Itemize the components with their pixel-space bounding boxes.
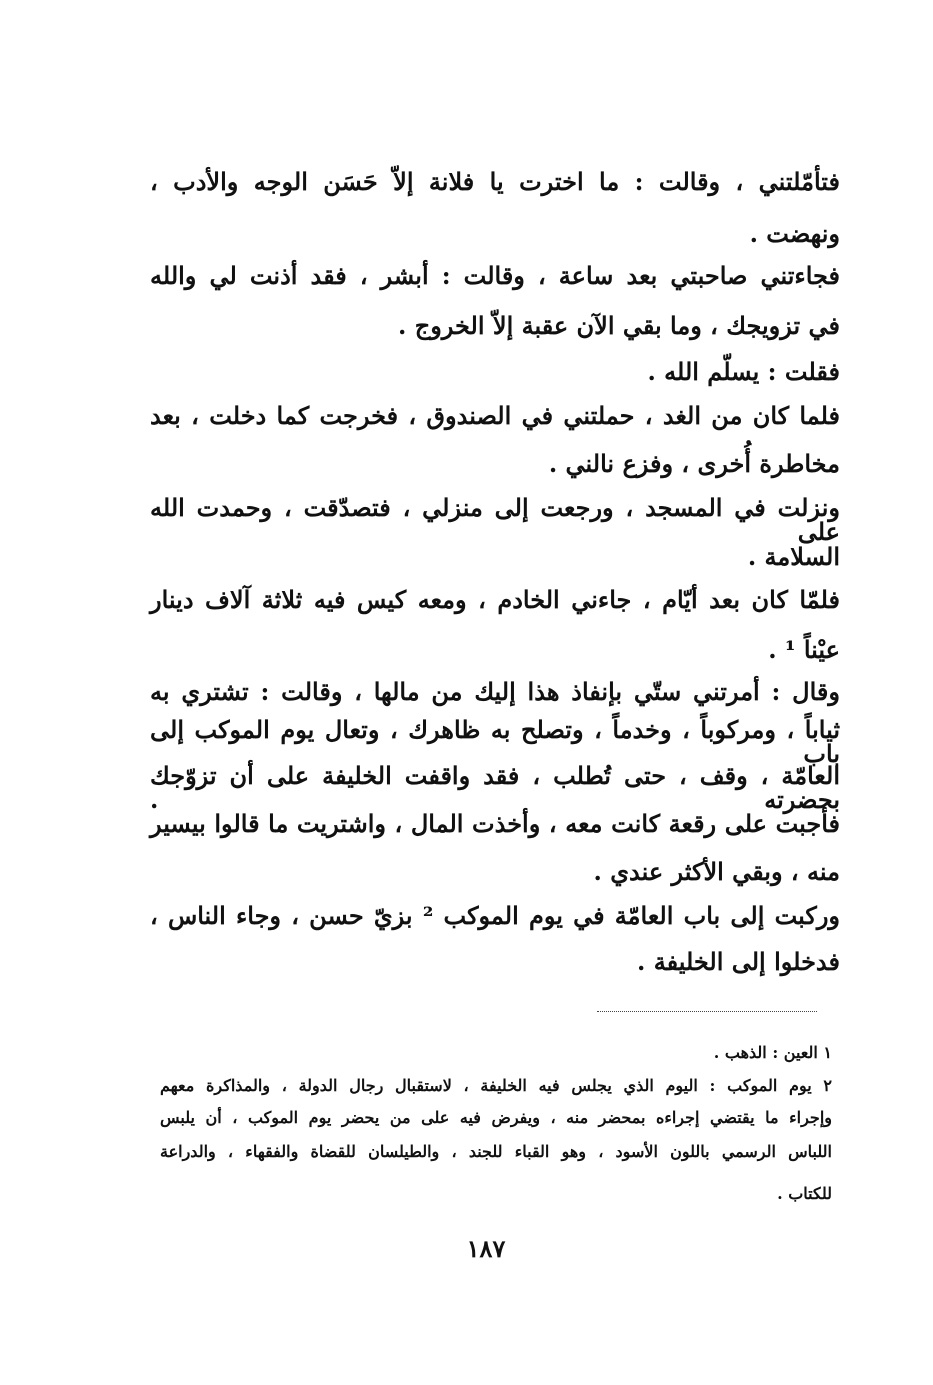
footnote-line: للكتاب .: [777, 1184, 832, 1203]
text-line: العامّة ، وقف ، حتى تُطلب ، فقد واقفت الخليفة على أن تزوّجك بحضرته .: [150, 761, 840, 814]
text-line: فقلت : يسلّم الله .: [647, 357, 840, 386]
text-line: السلامة .: [747, 542, 840, 571]
text-line: مخاطرة أُخرى ، وفزع نالني .: [548, 449, 840, 478]
text-line: منه ، وبقي الأكثر عندي .: [593, 857, 840, 886]
text-line: وقال : أمرتني ستّي بإنفاذ هذا إليك من مالها ، وقالت : تشتري به: [150, 677, 840, 706]
footnote-line: ١ العين : الذهب .: [713, 1043, 832, 1062]
text-line: فأجبت على رقعة كانت معه ، وأخذت المال ، واشتريت ما قالوا بيسير: [150, 809, 840, 838]
footnote-line: ٢ يوم الموكب : اليوم الذي يجلس فيه الخليفة ، لاستقبال رجال الدولة ، والمذاكرة معهم: [160, 1076, 832, 1095]
text-line: فجاءتني صاحبتي بعد ساعة ، وقالت : أبشر ، فقد أذنت لي والله: [150, 261, 840, 290]
text-line: ثياباً ، ومركوباً ، وخدماً ، وتصلح به ظاهرك ، وتعال يوم الموكب إلى باب: [150, 715, 841, 768]
footnote-line: اللباس الرسمي باللون الأسود ، وهو القباء للجند ، والطيلسان للقضاة والفقهاء ، والدراعة: [160, 1142, 833, 1161]
page-number: ١٨٧: [466, 1234, 506, 1263]
text-line: فتأمّلتني ، وقالت : ما اخترت يا فلانة إلاّ حَسَن الوجه والأدب ،: [150, 167, 840, 196]
text-line: فلمّا كان بعد أيّام ، جاءني الخادم ، ومعه كيس فيه ثلاثة آلاف دينار: [150, 585, 840, 614]
text-line: في تزويجك ، وما بقي الآن عقبة إلاّ الخروج .: [398, 311, 840, 340]
text-line: وركبت إلى باب العامّة في يوم الموكب ² بزيّ حسن ، وجاء الناس ،: [150, 901, 841, 930]
text-line: ونهضت .: [749, 219, 840, 248]
text-line: ونزلت في المسجد ، ورجعت إلى منزلي ، فتصدّقت ، وحمدت الله على: [150, 493, 840, 546]
footnote-line: وإجراء ما يقتضي إجراءه بمحضر منه ، ويفرض فيه على من يحضر يوم الموكب ، أن يلبس: [160, 1108, 832, 1127]
text-line: فدخلوا إلى الخليفة .: [637, 947, 840, 976]
footnote-divider: [597, 1011, 817, 1012]
text-line: عيْناً ¹ .: [768, 635, 840, 664]
text-line: فلما كان من الغد ، حملتني في الصندوق ، فخرجت كما دخلت ، بعد: [150, 401, 840, 430]
